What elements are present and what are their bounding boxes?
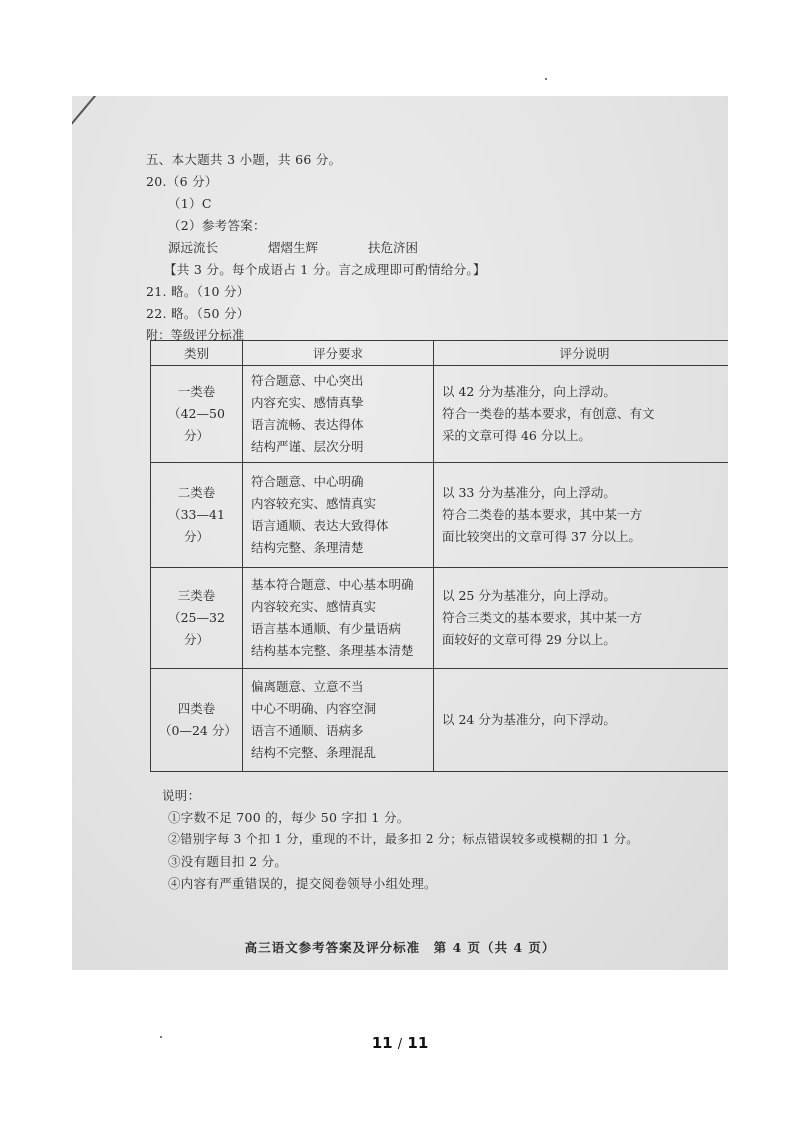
q21: 21. 略。（10 分） bbox=[146, 284, 250, 299]
explanation-cell bbox=[434, 463, 729, 568]
explanation-line: 符合二类卷的基本要求，其中某一方 bbox=[442, 507, 643, 522]
explanation-line: 采的文章可得 46 分以上。 bbox=[442, 428, 591, 443]
category-range: （25—32 分） bbox=[168, 610, 225, 647]
current-page: 11 bbox=[371, 1034, 393, 1052]
category-cell bbox=[151, 669, 243, 772]
category-cell bbox=[151, 568, 243, 669]
note-item: ③没有题目扣 2 分。 bbox=[168, 854, 288, 869]
idiom: 源远流长 bbox=[168, 240, 219, 255]
requirements-cell bbox=[243, 568, 434, 669]
document-footer: 高三语文参考答案及评分标准 第 4 页（共 4 页） bbox=[244, 940, 556, 955]
pen-stroke bbox=[72, 96, 104, 179]
category-name: 三类卷 bbox=[177, 588, 216, 603]
category-cell bbox=[151, 463, 243, 568]
header-requirements: 评分要求 bbox=[243, 341, 434, 366]
table-header-row bbox=[151, 341, 729, 366]
requirements-cell bbox=[243, 366, 434, 463]
explanation-line: 符合三类文的基本要求，其中某一方 bbox=[442, 610, 643, 625]
category-name: 四类卷 bbox=[177, 701, 216, 716]
explanation-line: 以 33 分为基准分，向上浮动。 bbox=[442, 485, 616, 500]
table-row bbox=[151, 568, 729, 669]
requirement-line: 符合题意、中心突出 bbox=[251, 373, 364, 388]
table-row bbox=[151, 463, 729, 568]
explanation-cell bbox=[434, 568, 729, 669]
header-category: 类别 bbox=[151, 341, 243, 366]
requirement-line: 语言基本通顺、有少量语病 bbox=[251, 621, 402, 636]
explanation-line: 以 25 分为基准分，向上浮动。 bbox=[442, 588, 616, 603]
category-range: （0—24 分） bbox=[159, 723, 237, 738]
category-name: 二类卷 bbox=[177, 485, 216, 500]
requirement-line: 结构不完整、条理混乱 bbox=[251, 745, 377, 760]
requirement-line: 基本符合题意、中心基本明确 bbox=[251, 577, 414, 592]
q20-part1: （1）C bbox=[168, 196, 212, 211]
requirement-line: 语言流畅、表达得体 bbox=[251, 417, 364, 432]
requirement-line: 结构严谨、层次分明 bbox=[251, 439, 364, 454]
explanation-line: 符合一类卷的基本要求，有创意、有文 bbox=[442, 406, 655, 421]
idiom: 扶危济困 bbox=[368, 240, 419, 255]
explanation-line: 面较好的文章可得 29 分以上。 bbox=[442, 632, 616, 647]
total-pages: 11 bbox=[407, 1034, 429, 1052]
notes-title: 说明： bbox=[162, 788, 201, 803]
q20-part2: （2）参考答案： bbox=[168, 218, 266, 233]
header-explanation: 评分说明 bbox=[434, 341, 729, 366]
requirement-line: 结构完整、条理清楚 bbox=[251, 540, 364, 555]
requirement-line: 内容较充实、感情真实 bbox=[251, 496, 377, 511]
section-header: 五、本大题共 3 小题，共 66 分。 bbox=[146, 152, 342, 167]
explanation-line: 以 24 分为基准分，向下浮动。 bbox=[442, 712, 616, 727]
requirement-line: 偏离题意、立意不当 bbox=[251, 679, 364, 694]
requirement-line: 内容充实、感情真挚 bbox=[251, 395, 364, 410]
category-range: （42—50 分） bbox=[168, 406, 225, 443]
explanation-line: 以 42 分为基准分，向上浮动。 bbox=[442, 384, 616, 399]
requirement-line: 语言不通顺、语病多 bbox=[251, 723, 364, 738]
q22: 22. 略。（50 分） bbox=[146, 306, 250, 321]
grading-table bbox=[150, 340, 728, 772]
note-item: ②错别字每 3 个扣 1 分，重现的不计，最多扣 2 分；标点错误较多或模糊的扣 1 分。 bbox=[168, 832, 639, 846]
scanned-page-photo bbox=[72, 96, 728, 970]
category-range: （33—41 分） bbox=[168, 507, 225, 544]
note-item: ④内容有严重错误的，提交阅卷领导小组处理。 bbox=[168, 876, 437, 891]
requirements-cell bbox=[243, 463, 434, 568]
table-row bbox=[151, 669, 729, 772]
requirements-cell bbox=[243, 669, 434, 772]
requirement-line: 中心不明确、内容空洞 bbox=[251, 701, 377, 716]
requirement-line: 结构基本完整、条理基本清楚 bbox=[251, 643, 414, 658]
requirement-line: 语言通顺、表达大致得体 bbox=[251, 518, 389, 533]
q20-title: 20.（6 分） bbox=[146, 174, 218, 189]
explanation-cell bbox=[434, 366, 729, 463]
page-separator: / bbox=[397, 1037, 403, 1052]
note-item: ①字数不足 700 的，每少 50 字扣 1 分。 bbox=[168, 810, 410, 825]
requirement-line: 符合题意、中心明确 bbox=[251, 474, 364, 489]
appendix-title: 附：等级评分标准 bbox=[146, 328, 245, 342]
page-indicator bbox=[0, 1034, 800, 1052]
explanation-cell bbox=[434, 669, 729, 772]
table-row bbox=[151, 366, 729, 463]
q20-idioms bbox=[168, 238, 568, 256]
explanation-line: 面比较突出的文章可得 37 分以上。 bbox=[442, 529, 641, 544]
requirement-line: 内容较充实、感情真实 bbox=[251, 599, 377, 614]
q20-note: 【共 3 分。每个成语占 1 分。言之成理即可酌情给分。】 bbox=[164, 262, 486, 277]
category-cell bbox=[151, 366, 243, 463]
category-name: 一类卷 bbox=[177, 384, 216, 399]
idiom: 熠熠生辉 bbox=[268, 240, 319, 255]
